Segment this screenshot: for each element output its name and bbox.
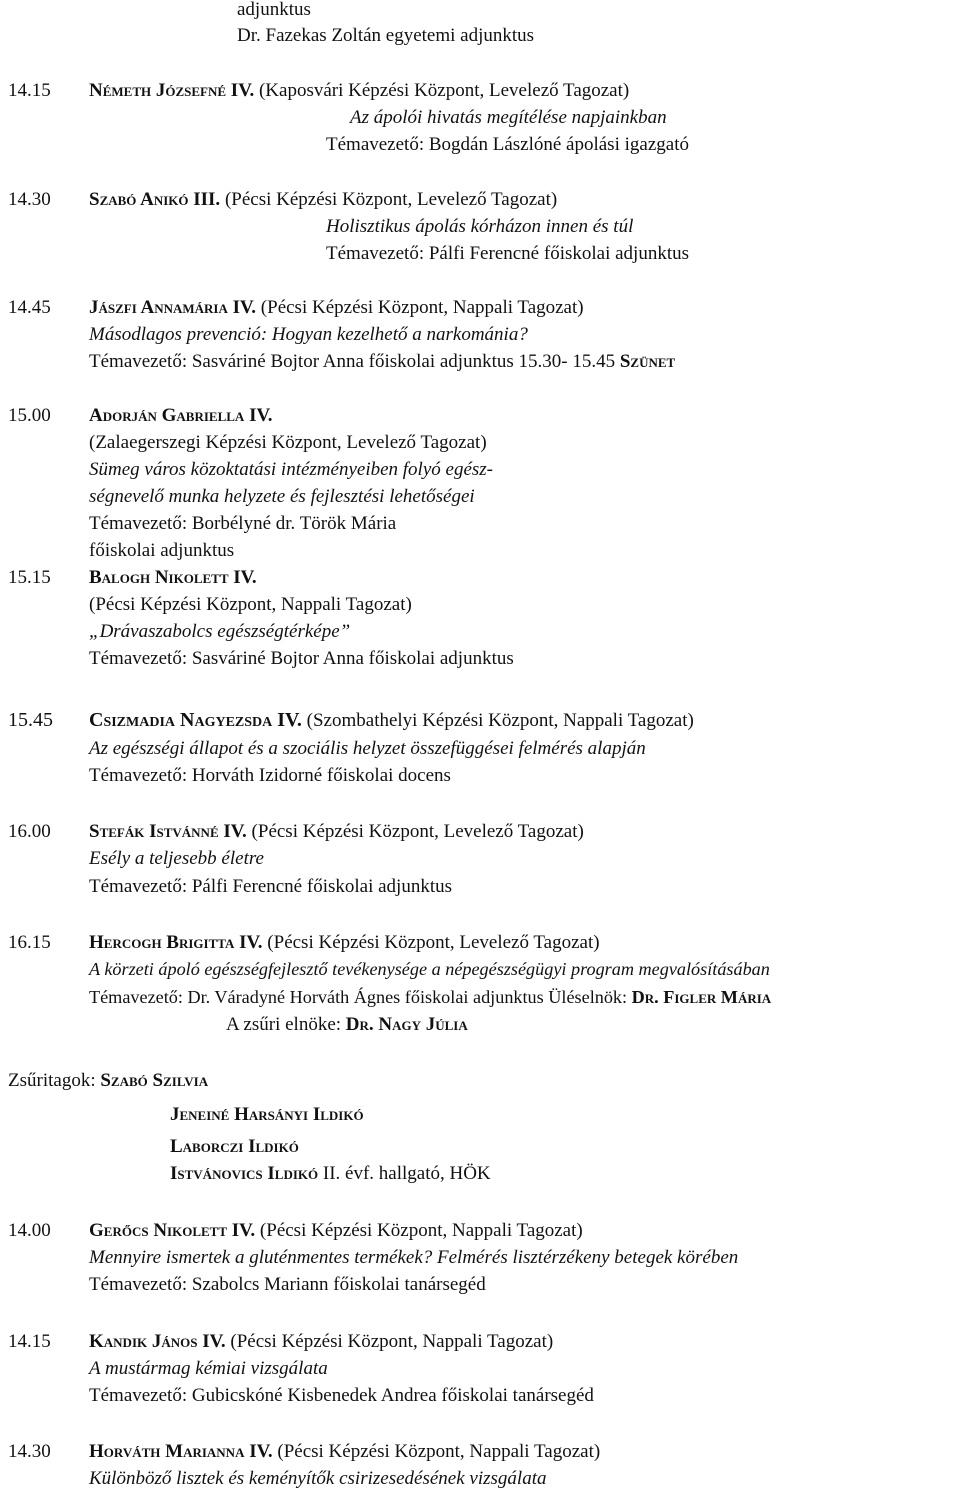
entry-header (89, 710, 694, 730)
jury-member: Jeneiné Harsányi Ildikó (170, 1104, 364, 1125)
entry-time: 14.15 (8, 1331, 51, 1352)
presenter-name: Horváth Marianna IV. (89, 1441, 273, 1462)
institution: (Pécsi Képzési Központ, Nappali Tagozat) (89, 594, 412, 615)
entry-header (89, 1221, 583, 1240)
talk-title: ségnevelő munka helyzete és fejlesztési lehetőségei (89, 486, 475, 507)
institution: (Pécsi Képzési Központ, Nappali Tagozat) (230, 1331, 554, 1352)
presenter-name: Stefák Istvánné IV. (89, 821, 247, 842)
entry-time: 14.00 (8, 1220, 51, 1241)
supervisor: Témavezető: Bogdán Lászlóné ápolási igazgató (326, 134, 689, 155)
jury-member-role: II. évf. hallgató, HÖK (322, 1163, 491, 1184)
jury-head-name: Dr. Nagy Júlia (345, 1014, 468, 1035)
institution: (Pécsi Képzési Központ, Levelező Tagozat) (224, 189, 558, 210)
entry-header (89, 1332, 553, 1351)
entry-time: 15.00 (8, 405, 51, 426)
entry-header (89, 933, 600, 952)
jury-head-label: A zsűri elnöke: (226, 1014, 342, 1035)
supervisor: Témavezető: Szabolcs Mariann főiskolai tanársegéd (89, 1274, 486, 1295)
supervisor: főiskolai adjunktus (89, 540, 235, 561)
presenter-name: Németh Józsefné IV. (89, 80, 255, 101)
institution: (Pécsi Képzési Központ, Nappali Tagozat) (260, 297, 584, 318)
supervisor: Témavezető: Gubicskóné Kisbenedek Andrea főiskolai tanársegéd (89, 1385, 594, 1406)
presenter-name: Szabó Anikó III. (89, 189, 221, 210)
institution: (Pécsi Képzési Központ, Levelező Tagozat) (251, 821, 584, 842)
presenter-name: Hercogh Brigitta IV. (89, 932, 263, 953)
supervisor: Témavezető: Sasváriné Bojtor Anna főiskolai adjunktus 15.30- 15.45 (89, 351, 616, 372)
entry-time: 15.45 (8, 709, 53, 731)
entry-time: 14.30 (8, 189, 51, 210)
jury-head-line (226, 1015, 468, 1034)
entry-header (89, 298, 584, 317)
break-label: Szünet (619, 351, 676, 372)
entry-time: 16.00 (8, 821, 51, 842)
supervisor-line (89, 352, 675, 371)
entry-time: 14.15 (8, 80, 51, 101)
institution: (Pécsi Képzési Központ, Nappali Tagozat) (277, 1441, 601, 1462)
supervisor: Témavezető: Pálfi Ferencné főiskolai adjunktus (89, 876, 452, 897)
talk-title: Különböző lisztek és keményítők csirizesedésének vizsgálata (89, 1468, 547, 1489)
institution: (Pécsi Képzési Központ, Levelező Tagozat) (267, 932, 600, 953)
presenter-name: Balogh Nikolett IV. (89, 567, 257, 588)
institution: (Kaposvári Képzési Központ, Levelező Tagozat) (258, 80, 630, 101)
supervisor-line (89, 988, 771, 1006)
talk-title: Az egészségi állapot és a szociális helyzet összefüggései felmérés alapján (89, 738, 646, 759)
supervisor: Témavezető: Dr. Váradyné Horváth Ágnes főiskolai adjunktus Üléselnök: (89, 987, 628, 1007)
talk-title: Esély a teljesebb életre (89, 848, 264, 869)
entry-header (89, 822, 584, 841)
talk-title: Az ápolói hivatás megítélése napjainkban (350, 107, 667, 128)
entry-time: 14.30 (8, 1441, 51, 1462)
talk-title: Mennyire ismertek a gluténmentes termékek? Felmérés lisztérzékeny betegek körében (89, 1247, 739, 1268)
presenter-name: Kandik János IV. (89, 1331, 226, 1352)
talk-title: A körzeti ápoló egészségfejlesztő tevékenysége a népegészségügyi program megvalósításában (89, 959, 770, 979)
top-fazekas: Dr. Fazekas Zoltán egyetemi adjunktus (237, 25, 535, 46)
entry-time: 14.45 (8, 297, 51, 318)
talk-title: „Drávaszabolcs egészségtérképe” (89, 621, 351, 642)
supervisor: Témavezető: Horváth Izidorné főiskolai docens (89, 765, 451, 786)
entry-time: 16.15 (8, 932, 51, 953)
entry-time: 15.15 (8, 567, 51, 588)
supervisor: Témavezető: Borbélyné dr. Török Mária (89, 513, 397, 534)
top-adjunktus: adjunktus (237, 0, 311, 20)
jury-member: Istvánovics Ildikó (170, 1163, 319, 1184)
jury-line (8, 1071, 208, 1090)
entry-header (89, 190, 557, 209)
presenter-name: Adorján Gabriella IV. (89, 405, 273, 426)
talk-title: Másodlagos prevenció: Hogyan kezelhető a narkománia? (89, 324, 528, 345)
talk-title: Sümeg város közoktatási intézményeiben folyó egész- (89, 459, 494, 480)
presenter-name: Gerőcs Nikolett IV. (89, 1220, 256, 1241)
talk-title: Holisztikus ápolás kórházon innen és túl (326, 216, 634, 237)
jury-label: Zsűritagok: (8, 1070, 96, 1091)
supervisor: Témavezető: Sasváriné Bojtor Anna főiskolai adjunktus (89, 648, 514, 669)
jury-member-line (170, 1164, 491, 1183)
talk-title: A mustármag kémiai vizsgálata (89, 1358, 328, 1379)
entry-header (89, 1442, 600, 1461)
presenter-name: Csizmadia Nagyezsda IV. (89, 709, 302, 731)
jury-member: Laborczi Ildikó (170, 1136, 299, 1157)
institution: (Pécsi Képzési Központ, Nappali Tagozat) (259, 1220, 583, 1241)
jury-member: Szabó Szilvia (100, 1070, 209, 1091)
supervisor: Témavezető: Pálfi Ferencné főiskolai adjunktus (326, 243, 689, 264)
session-chair: Dr. Figler Mária (631, 987, 772, 1007)
institution: (Szombathelyi Képzési Központ, Nappali Tagozat) (306, 710, 694, 731)
institution: (Zalaegerszegi Képzési Központ, Levelező Tagozat) (89, 432, 487, 453)
entry-header (89, 81, 629, 100)
presenter-name: Jászfi Annamária IV. (89, 297, 257, 318)
